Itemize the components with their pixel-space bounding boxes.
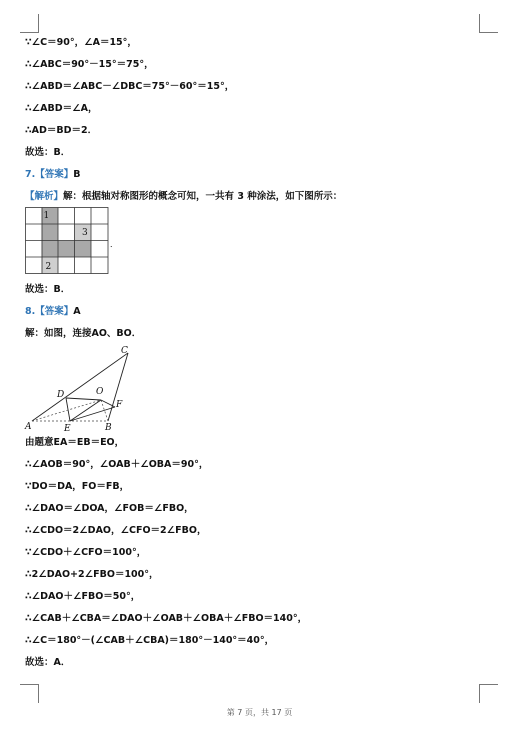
segment-DO <box>66 398 101 400</box>
q7-grid-figure <box>25 207 120 277</box>
grid-shaded-cell <box>42 224 59 241</box>
grid-shaded-cell <box>75 241 92 258</box>
q7-answer-tag: 【答案】 <box>35 169 74 180</box>
q8-step: ∴∠CDO＝2∠DAO，∠CFO＝2∠FBO， <box>25 525 207 536</box>
q8-step: ∵∠CDO＋∠CFO＝100°， <box>25 547 147 558</box>
q8-answer-line <box>25 306 81 318</box>
q7-number: 7. <box>25 169 36 180</box>
q8-geometry-figure <box>20 343 150 435</box>
q7-analysis-line <box>25 191 342 203</box>
page-footer: 第 7 页，共 17 页 <box>226 708 293 717</box>
q7-answer-line <box>25 169 81 181</box>
grid-label-2: 2 <box>45 262 52 272</box>
q7-analysis-tag: 【解析】 <box>25 191 64 202</box>
q8-step: ∵DO＝DA，FO＝FB， <box>25 481 130 492</box>
q8-answer-tag: 【答案】 <box>35 306 74 317</box>
solution-line: ∴AD＝BD＝2． <box>25 125 98 136</box>
corner-mark-bottom-right <box>479 684 498 703</box>
point-label-D: D <box>57 390 65 400</box>
segment-DE <box>66 398 70 421</box>
point-label-B: B <box>105 423 112 433</box>
q8-step: ∴2∠DAO+2∠FBO＝100°， <box>25 569 159 580</box>
q8-step: ∴∠C＝180°－(∠CAB＋∠CBA)＝180°－140°＝40°， <box>25 635 275 646</box>
q8-step: ∴∠CAB＋∠CBA＝∠DAO＋∠OAB＋∠OBA＋∠FBO＝140°， <box>25 613 308 624</box>
q8-answer: A <box>73 306 81 317</box>
segment-OE <box>70 400 101 421</box>
q7-analysis-text: 解：根据轴对称图形的概念可知，一共有 3 种涂法，如下图所示： <box>63 191 343 202</box>
q8-number: 8. <box>25 306 36 317</box>
grid-trailing-mark: ． <box>110 240 118 249</box>
q8-step: ∴∠AOB＝90°，∠OAB＋∠OBA＝90°， <box>25 459 209 470</box>
point-label-O: O <box>96 387 104 397</box>
grid-lines <box>26 208 109 274</box>
q8-step: ∴∠DAO＝∠DOA，∠FOB＝∠FBO， <box>25 503 194 514</box>
grid-shaded-cell <box>42 241 59 258</box>
q7-conclusion: 故选：B． <box>25 284 71 295</box>
q8-conclusion: 故选：A． <box>25 657 71 668</box>
grid-label-1: 1 <box>43 211 50 221</box>
segment-CB <box>108 353 128 421</box>
q8-step: 由题意EA＝EB＝EO， <box>25 437 125 448</box>
q8-intro: 解：如图，连接AO、BO． <box>25 328 142 339</box>
grid-label-3: 3 <box>82 228 88 238</box>
solution-line: ∴∠ABD＝∠ABC－∠DBC＝75°－60°＝15°， <box>25 81 235 92</box>
corner-mark-top-left <box>20 14 39 33</box>
solution-line: ∵∠C＝90°，∠A＝15°， <box>25 37 137 48</box>
corner-mark-top-right <box>479 14 498 33</box>
solution-line: ∴∠ABC＝90°－15°＝75°， <box>25 59 154 70</box>
point-label-F: F <box>116 400 123 410</box>
segment-AC <box>32 353 128 421</box>
q8-step: ∴∠DAO＋∠FBO＝50°， <box>25 591 141 602</box>
solution-line: ∴∠ABD＝∠A， <box>25 103 98 114</box>
grid-shaded-cell <box>58 241 75 258</box>
corner-mark-bottom-left <box>20 684 39 703</box>
conclusion-line: 故选：B． <box>25 147 71 158</box>
point-label-E: E <box>64 424 71 434</box>
point-label-C: C <box>121 346 128 356</box>
q7-answer: B <box>73 169 81 180</box>
point-label-A: A <box>25 422 32 432</box>
